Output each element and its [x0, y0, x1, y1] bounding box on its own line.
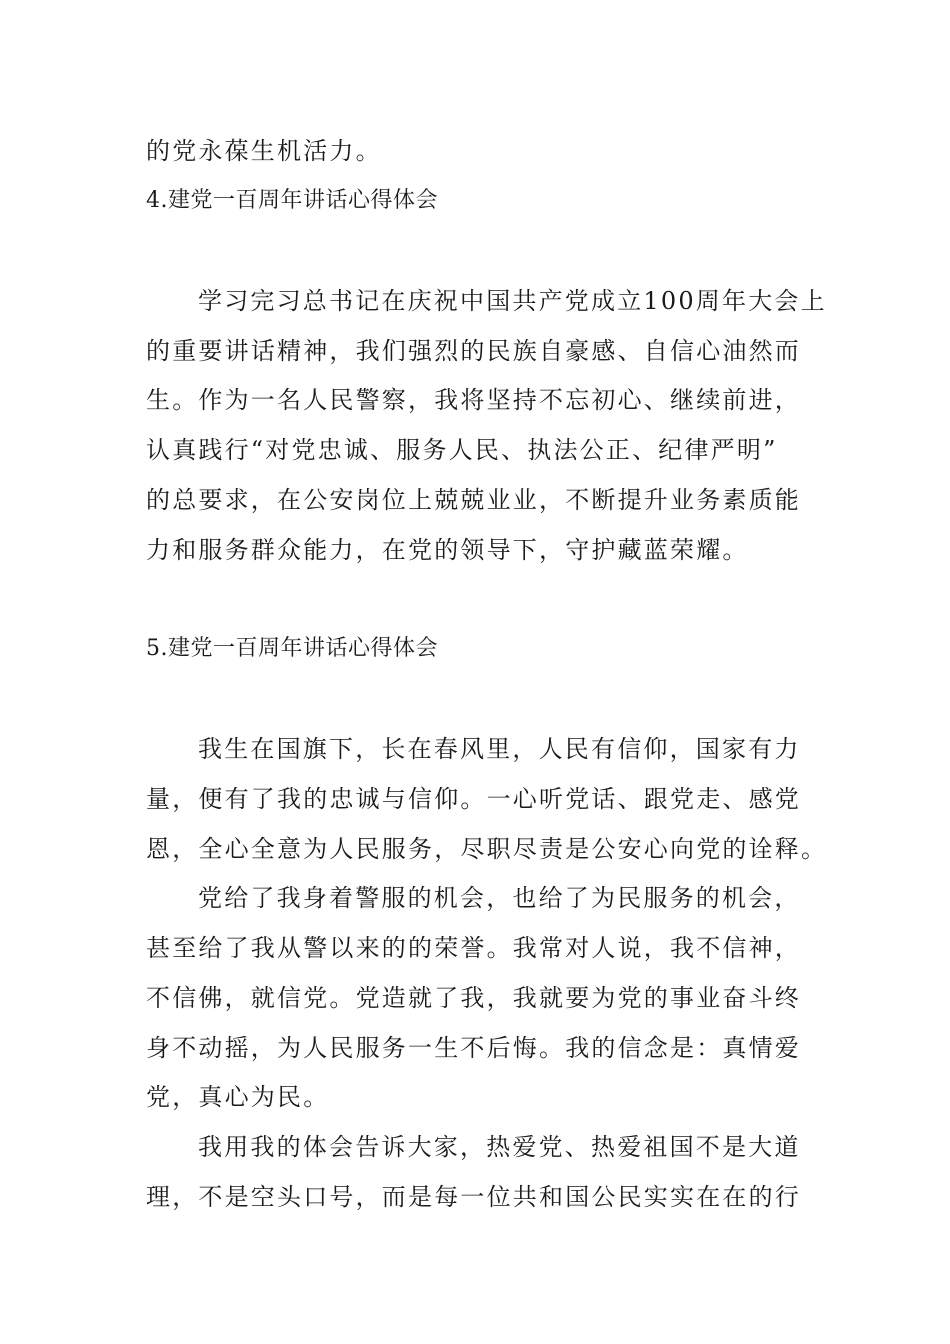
paragraph-line: 甚至给了我从警以来的的荣誉。我常对人说，我不信神，: [146, 934, 801, 962]
section-4-heading: 4.建党一百周年讲话心得体会: [146, 188, 438, 213]
paragraph-line: 我用我的体会告诉大家，热爱党、热爱祖国不是大道: [198, 1133, 801, 1161]
paragraph-line: 不信佛，就信党。党造就了我，我就要为党的事业奋斗终: [146, 984, 801, 1012]
paragraph-line: 学习完习总书记在庆祝中国共产党成立100周年大会上: [198, 287, 827, 315]
section-5-heading: 5.建党一百周年讲话心得体会: [146, 636, 438, 661]
paragraph-line: 的总要求，在公安岗位上兢兢业业，不断提升业务素质能: [146, 486, 801, 514]
paragraph-line: 我生在国旗下，长在春风里，人民有信仰，国家有力: [198, 735, 801, 763]
paragraph-line: 党，真心为民。: [146, 1083, 330, 1111]
paragraph-line: 的重要讲话精神，我们强烈的民族自豪感、自信心油然而: [146, 337, 801, 365]
paragraph-line: 恩，全心全意为人民服务，尽职尽责是公安心向党的诠释。: [146, 835, 828, 863]
paragraph-line: 身不动摇，为人民服务一生不后悔。我的信念是：真情爱: [146, 1034, 801, 1062]
paragraph-line: 力和服务群众能力，在党的领导下，守护藏蓝荣耀。: [146, 536, 749, 564]
paragraph-line: 党给了我身着警服的机会，也给了为民服务的机会，: [198, 884, 801, 912]
continuation-text: 的党永葆生机活力。: [146, 137, 382, 165]
paragraph-line: 理，不是空头口号，而是每一位共和国公民实实在在的行: [146, 1183, 801, 1211]
paragraph-line: 认真践行“对党忠诚、服务人民、执法公正、纪律严明”: [146, 436, 778, 464]
paragraph-line: 生。作为一名人民警察，我将坚持不忘初心、继续前进，: [146, 386, 801, 414]
paragraph-line: 量，便有了我的忠诚与信仰。一心听党话、跟党走、感党: [146, 785, 801, 813]
